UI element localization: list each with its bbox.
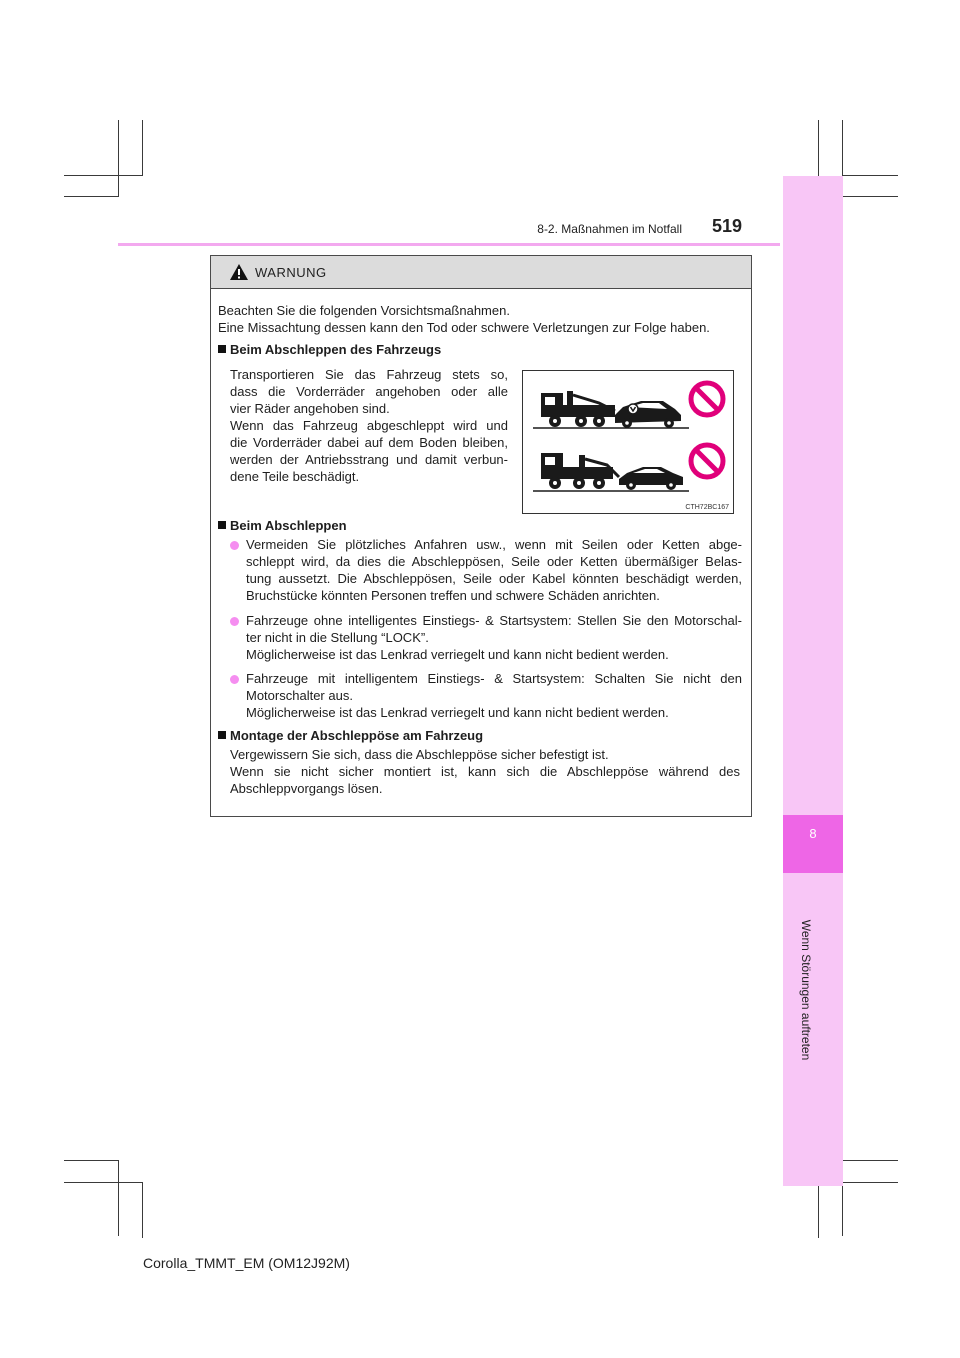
crop-mark [64, 175, 142, 176]
tow-truck-icon [541, 453, 619, 489]
crop-mark [818, 1182, 819, 1238]
warning-intro-line: Eine Missachtung dessen kann den Tod oder schwere Verletzungen zur Folge haben. [218, 320, 710, 335]
paragraph-line: werden der Antriebsstrang und damit verbun- [230, 452, 508, 467]
car-icon [619, 467, 683, 490]
bullet-line: Bruchstücke könnten Personen treffen und schwere Schäden anrichten. [246, 588, 660, 603]
bullet-line: Möglicherweise ist das Lenkrad verriegelt und kann nicht bedient werden. [246, 647, 669, 662]
crop-mark [142, 1182, 143, 1238]
section-heading: Beim Abschleppen des Fahrzeugs [230, 342, 442, 357]
towing-illustration [523, 371, 733, 513]
towing-diagram [522, 370, 734, 514]
chapter-number: 8 [809, 826, 817, 841]
crop-mark [118, 1160, 119, 1236]
paragraph-line: vier Räder angehoben sind. [230, 401, 390, 416]
chapter-number-box [783, 815, 843, 873]
crop-mark [842, 1160, 898, 1161]
bullet-line: Motorschalter aus. [246, 688, 353, 703]
paragraph-line: Abschleppvorgangs lösen. [230, 781, 383, 796]
bullet-icon [230, 541, 239, 550]
crop-mark [842, 120, 843, 176]
section-heading: Montage der Abschleppöse am Fahrzeug [230, 728, 484, 743]
car-icon [615, 401, 681, 428]
paragraph-line: die Vorderräder dabei auf dem Boden bleiben, [230, 435, 508, 450]
warning-intro-line: Beachten Sie die folgenden Vorsichtsmaßnahmen. [218, 303, 510, 318]
warning-title: WARNUNG [255, 265, 327, 280]
page-number: 519 [712, 216, 743, 236]
crop-mark [842, 175, 898, 176]
bullet-icon [230, 675, 239, 684]
paragraph-line: dene Teile beschädigt. [230, 469, 360, 484]
crop-mark [64, 196, 119, 197]
warning-header [211, 256, 751, 289]
section-square-icon [218, 521, 226, 529]
bullet-line: tung aussetzt. Die Abschleppösen, Seile oder Kabel könnten beschädigt werden, [246, 571, 742, 586]
diagram-code: CTH72BC167 [685, 504, 729, 511]
footer-document-id: Corolla_TMMT_EM (OM12J92M) [143, 1255, 350, 1271]
tow-truck-icon [541, 391, 615, 427]
prohibition-icon [691, 383, 723, 415]
paragraph-line: Wenn sie nicht sicher montiert ist, kann sich die Abschleppöse während des [230, 764, 740, 779]
bullet-line: ter nicht in die Stellung “LOCK”. [246, 630, 429, 645]
crop-mark [118, 120, 119, 196]
chapter-side-tab [783, 176, 843, 1186]
crop-mark [142, 120, 143, 176]
section-square-icon [218, 345, 226, 353]
header-rule [118, 243, 780, 246]
paragraph-line: Transportieren Sie das Fahrzeug stets so, [230, 367, 508, 382]
crop-mark [64, 1182, 142, 1183]
bullet-line: Fahrzeuge mit intelligentem Einstiegs- & Startsystem: Schalten Sie nicht den [246, 671, 742, 686]
chapter-label: Wenn Störungen auftreten [799, 919, 813, 1061]
bullet-icon [230, 617, 239, 626]
section-square-icon [218, 731, 226, 739]
paragraph-line: dass die Vorderräder angehoben oder alle [230, 384, 508, 399]
warning-triangle-icon [229, 263, 249, 281]
bullet-line: Möglicherweise ist das Lenkrad verriegelt und kann nicht bedient werden. [246, 705, 669, 720]
section-title: 8-2. Maßnahmen im Notfall [537, 222, 682, 236]
bullet-line: schleppt wird, da dies die Abschleppösen, Seile oder Ketten übermäßiger Belas- [246, 554, 742, 569]
bullet-line: Vermeiden Sie plötzliches Anfahren usw., wenn mit Seilen oder Ketten abge- [246, 537, 742, 552]
paragraph-line: Vergewissern Sie sich, dass die Abschleppöse sicher befestigt ist. [230, 747, 609, 762]
crop-mark [64, 1160, 119, 1161]
paragraph-line: Wenn das Fahrzeug abgeschleppt wird und [230, 418, 508, 433]
section-heading: Beim Abschleppen [230, 518, 347, 533]
prohibition-icon [691, 445, 723, 477]
bullet-line: Fahrzeuge ohne intelligentes Einstiegs- & Startsystem: Stellen Sie den Motorschal- [246, 613, 742, 628]
